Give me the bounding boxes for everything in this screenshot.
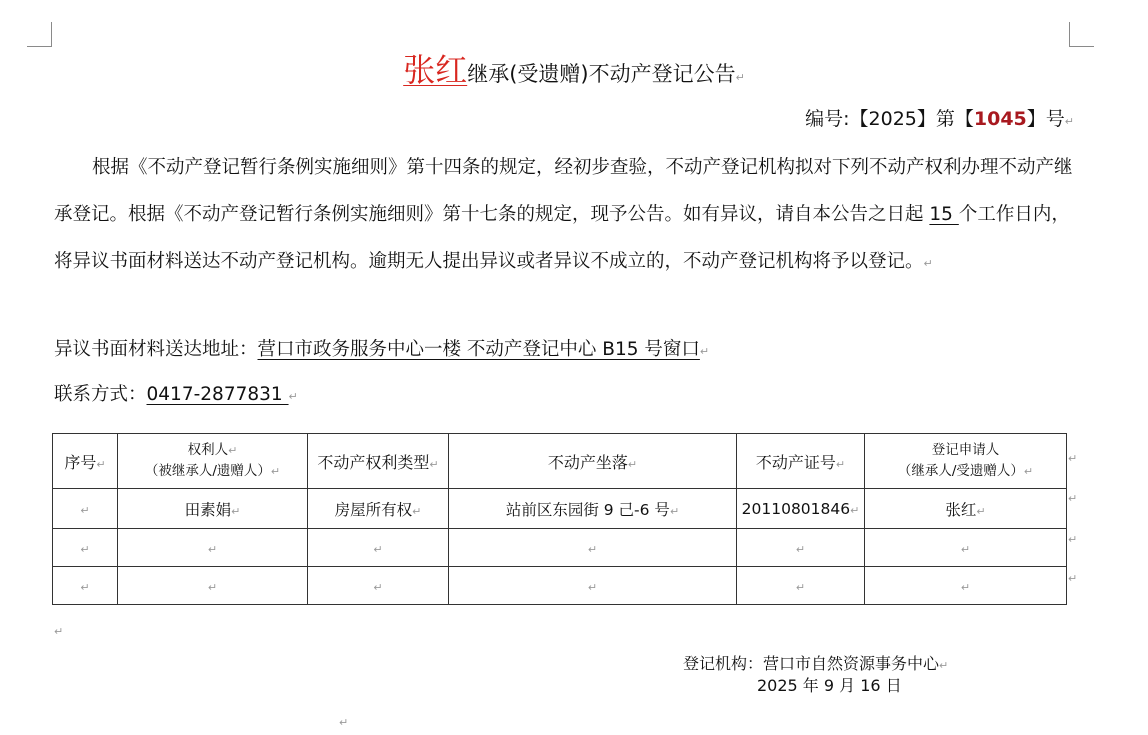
cell-applicant: ↵ <box>865 567 1067 605</box>
docno-number: 1045 <box>973 108 1027 130</box>
cell-location: 站前区东园街 9 己-6 号↵ <box>449 489 737 529</box>
header-seq: 序号↵ <box>53 434 118 489</box>
body-text-part2: 个工作日内，将异议书面材料送达不动产登记机构。逾期无人提出异议或者异议不成立的，不动产登记机构将予以登记。 <box>54 204 1070 272</box>
notice-body <box>54 144 1074 287</box>
empty-paragraph-mark: ↵ <box>54 625 64 638</box>
cell-location: ↵ <box>449 567 737 605</box>
table-row <box>53 529 1067 567</box>
cell-cert-number: ↵ <box>737 529 865 567</box>
header-cert-number: 不动产证号↵ <box>737 434 865 489</box>
paragraph-mark: ↵ <box>923 257 933 270</box>
cell-seq: ↵ <box>53 529 118 567</box>
body-text-part1: 根据《不动产登记暂行条例实施细则》第十四条的规定，经初步查验，不动产登记机构拟对下列不动产权利办理不动产继承登记。根据《不动产登记暂行条例实施细则》第十七条的规定，现予公告。如有异议，请自本公告之日起 <box>54 157 1073 225</box>
address-value: 营口市政务服务中心一楼 不动产登记中心 B15 号窗口 <box>257 339 700 360</box>
address-line <box>54 335 709 367</box>
cell-holder: 田素娟↵ <box>118 489 308 529</box>
title-applicant-name: 张红 <box>403 51 468 89</box>
header-location: 不动产坐落↵ <box>449 434 737 489</box>
header-applicant: 登记申请人 （继承人/受遗赠人）↵ <box>865 434 1067 489</box>
objection-days: 15 <box>929 204 959 225</box>
cell-applicant: 张红↵ <box>865 489 1067 529</box>
table-row <box>53 489 1067 529</box>
row-end-mark: ↵ <box>1068 492 1078 505</box>
document-number <box>805 104 1074 137</box>
cell-seq: ↵ <box>53 489 118 529</box>
contact-label: 联系方式： <box>54 384 147 405</box>
table-row <box>53 567 1067 605</box>
docno-prefix: 编号:【2025】第【 <box>805 108 974 130</box>
title-text: 继承(受遗赠)不动产登记公告 <box>467 62 736 86</box>
paragraph-mark: ↵ <box>699 345 710 358</box>
row-end-mark: ↵ <box>1068 533 1078 546</box>
cell-location: ↵ <box>449 529 737 567</box>
crop-mark-top-left <box>27 22 52 47</box>
empty-paragraph-mark: ↵ <box>339 716 349 729</box>
cell-right-type: ↵ <box>308 567 449 605</box>
crop-mark-top-right <box>1069 22 1094 47</box>
cell-right-type: ↵ <box>308 529 449 567</box>
docno-suffix: 】号 <box>1026 108 1065 130</box>
cell-seq: ↵ <box>53 567 118 605</box>
paragraph-mark: ↵ <box>735 71 745 84</box>
table-header-row <box>53 434 1067 489</box>
header-holder: 权利人↵ （被继承人/遗赠人）↵ <box>118 434 308 489</box>
cell-holder: ↵ <box>118 567 308 605</box>
property-table <box>52 433 1067 605</box>
row-end-mark: ↵ <box>1068 452 1078 465</box>
cell-right-type: 房屋所有权↵ <box>308 489 449 529</box>
contact-phone: 0417-2877831 <box>146 384 289 405</box>
paragraph-mark: ↵ <box>1064 115 1074 128</box>
cell-cert-number: 20110801846↵ <box>737 489 865 529</box>
registration-authority: 登记机构：营口市自然资源事务中心↵ <box>683 654 949 673</box>
row-end-mark: ↵ <box>1068 572 1078 585</box>
header-right-type: 不动产权利类型↵ <box>308 434 449 489</box>
notice-date: 2025 年 9 月 16 日 <box>757 676 902 695</box>
cell-cert-number: ↵ <box>737 567 865 605</box>
cell-holder: ↵ <box>118 529 308 567</box>
notice-title <box>0 52 1148 96</box>
contact-line <box>54 380 298 412</box>
paragraph-mark: ↵ <box>288 390 298 403</box>
cell-applicant: ↵ <box>865 529 1067 567</box>
address-label: 异议书面材料送达地址： <box>54 339 258 360</box>
